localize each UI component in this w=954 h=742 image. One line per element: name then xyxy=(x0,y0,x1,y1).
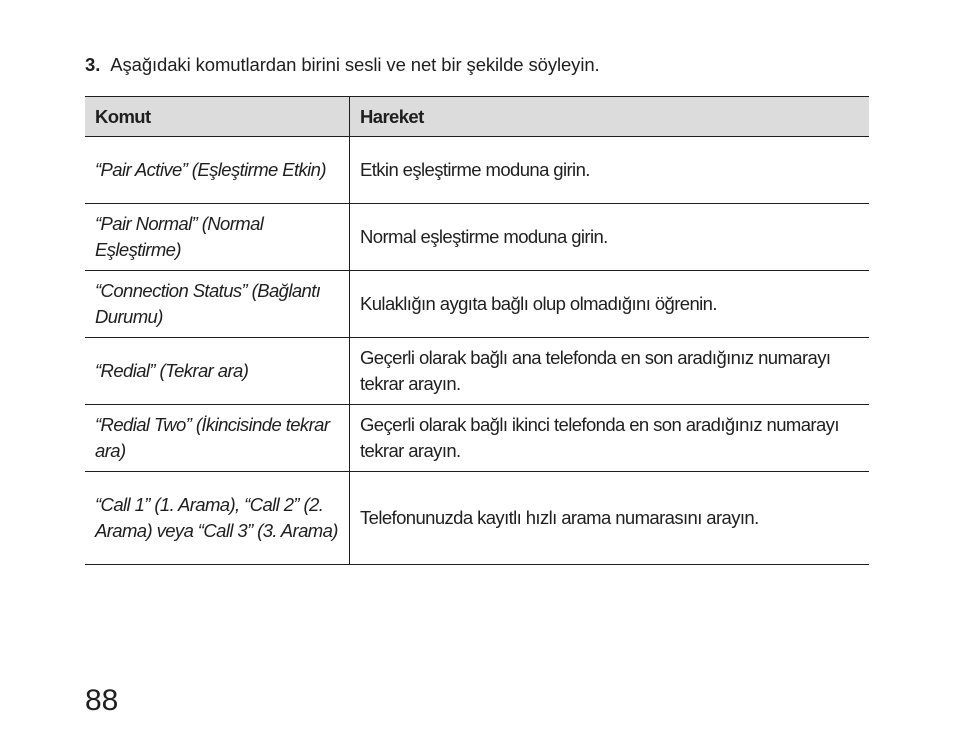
command-cell: “Pair Normal” (Normal Eşleştirme) xyxy=(85,204,350,271)
column-header-action: Hareket xyxy=(350,97,870,137)
action-cell: Geçerli olarak bağlı ana telefonda en son aradığınız numarayı tekrar arayın. xyxy=(350,338,870,405)
table-header-row xyxy=(85,97,869,137)
action-cell: Geçerli olarak bağlı ikinci telefonda en son aradığınız numarayı tekrar arayın. xyxy=(350,405,870,472)
page-number: 88 xyxy=(85,684,119,717)
step-instruction xyxy=(85,54,600,76)
command-cell: “Connection Status” (Bağlantı Durumu) xyxy=(85,271,350,338)
table-row xyxy=(85,137,869,204)
command-cell: “Call 1” (1. Arama), “Call 2” (2. Arama) veya “Call 3” (3. Arama) xyxy=(85,472,350,565)
step-number: 3. xyxy=(85,54,101,75)
column-header-command: Komut xyxy=(85,97,350,137)
table-row xyxy=(85,472,869,565)
command-cell: “Pair Active” (Eşleştirme Etkin) xyxy=(85,137,350,204)
command-cell: “Redial Two” (İkincisinde tekrar ara) xyxy=(85,405,350,472)
table-row xyxy=(85,338,869,405)
table-row xyxy=(85,271,869,338)
action-cell: Telefonunuzda kayıtlı hızlı arama numarasını arayın. xyxy=(350,472,870,565)
action-cell: Kulaklığın aygıta bağlı olup olmadığını öğrenin. xyxy=(350,271,870,338)
action-cell: Etkin eşleştirme moduna girin. xyxy=(350,137,870,204)
command-cell: “Redial” (Tekrar ara) xyxy=(85,338,350,405)
table-row xyxy=(85,204,869,271)
step-text: Aşağıdaki komutlardan birini sesli ve net bir şekilde söyleyin. xyxy=(110,54,600,75)
action-cell: Normal eşleştirme moduna girin. xyxy=(350,204,870,271)
voice-command-table xyxy=(85,96,869,565)
table-row xyxy=(85,405,869,472)
